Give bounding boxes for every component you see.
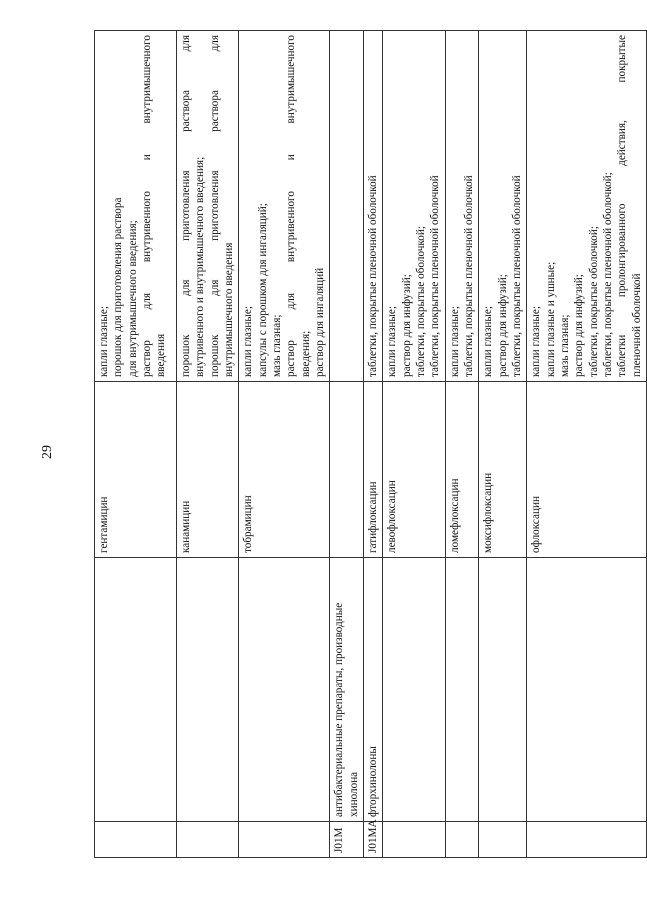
dosage-form-line: пленочной оболочкой bbox=[630, 273, 643, 377]
page-number-text: 29 bbox=[40, 445, 55, 459]
dosage-form-line: мазь глазная; bbox=[270, 314, 283, 377]
atc-code-cell bbox=[479, 822, 527, 858]
dosage-form-line: таблетки пролонгированного действия, покрытые bbox=[616, 35, 629, 377]
drug-name-cell: гатифлоксацин bbox=[363, 382, 382, 558]
group-cell: антибактериальные препараты, производные хинолона bbox=[330, 558, 364, 822]
dosage-form-line: капли глазные; bbox=[386, 305, 399, 377]
dosage-form-line: порошок для приготовления раствора для bbox=[180, 35, 192, 377]
dosage-form-line: таблетки, покрытые пленочной оболочкой bbox=[429, 175, 442, 377]
atc-code-cell bbox=[95, 822, 177, 858]
group-cell bbox=[527, 558, 647, 822]
dosage-form-line: капли глазные; bbox=[242, 305, 255, 377]
dosage-form-line: капли глазные и ушные; bbox=[544, 261, 557, 377]
drug-name-cell: гентамицин bbox=[95, 382, 177, 558]
drug-name-cell: офлоксацин bbox=[527, 382, 647, 558]
group-cell: фторхинолоны bbox=[363, 558, 382, 822]
dosage-form-cell bbox=[383, 31, 445, 382]
table-row bbox=[363, 31, 382, 858]
atc-code-cell bbox=[527, 822, 647, 858]
drug-name-cell: канамицин bbox=[177, 382, 239, 558]
dosage-form-line: таблетки, покрытые пленочной оболочкой bbox=[366, 175, 379, 377]
atc-code-cell bbox=[239, 822, 330, 858]
drug-name-cell: левофлоксацин bbox=[383, 382, 445, 558]
atc-code-cell: J01M bbox=[330, 822, 364, 858]
drug-name-cell: тобрамицин bbox=[239, 382, 330, 558]
atc-code-cell bbox=[177, 822, 239, 858]
drug-name-cell bbox=[330, 382, 364, 558]
table-row bbox=[95, 31, 177, 858]
table-row bbox=[527, 31, 647, 858]
atc-code-cell bbox=[383, 822, 445, 858]
dosage-form-line: таблетки, покрытые оболочкой; bbox=[587, 226, 600, 377]
dosage-form-cell bbox=[445, 31, 479, 382]
atc-code-cell: J01MA bbox=[363, 822, 382, 858]
dosage-form-cell bbox=[330, 31, 364, 382]
dosage-form-line: таблетки, покрытые оболочкой; bbox=[414, 226, 427, 377]
atc-code-cell bbox=[445, 822, 479, 858]
dosage-form-line: введения bbox=[155, 333, 168, 377]
dosage-form-cell bbox=[95, 31, 177, 382]
dosage-form-line: для внутримышечного введения; bbox=[126, 220, 139, 377]
dosage-form-line: порошок для приготовления раствора bbox=[112, 197, 125, 377]
group-cell bbox=[383, 558, 445, 822]
group-cell bbox=[239, 558, 330, 822]
dosage-form-cell bbox=[527, 31, 647, 382]
table-row bbox=[330, 31, 364, 858]
table-row bbox=[445, 31, 479, 858]
dosage-form-line: внутривенного и внутримышечного введения; bbox=[194, 156, 207, 377]
table-row bbox=[239, 31, 330, 858]
drug-name-cell: моксифлоксацин bbox=[479, 382, 527, 558]
dosage-form-cell bbox=[177, 31, 239, 382]
table-row bbox=[177, 31, 239, 858]
dosage-form-line: капли глазные; bbox=[482, 305, 495, 377]
group-cell bbox=[479, 558, 527, 822]
dosage-form-line: раствор для инфузий; bbox=[400, 274, 413, 377]
dosage-form-line: раствор для внутривенного и внутримышечного bbox=[140, 35, 153, 377]
table-row bbox=[479, 31, 527, 858]
dosage-form-cell bbox=[239, 31, 330, 382]
drug-table bbox=[94, 30, 647, 858]
dosage-form-line: мазь глазная; bbox=[558, 314, 571, 377]
dosage-form-line: введения; bbox=[299, 330, 312, 377]
dosage-form-line: таблетки, покрытые пленочной оболочкой bbox=[510, 175, 523, 377]
dosage-form-line: внутримышечного введения bbox=[222, 242, 235, 377]
table-row bbox=[383, 31, 445, 858]
dosage-form-line: капли глазные; bbox=[448, 305, 461, 377]
dosage-form-cell bbox=[479, 31, 527, 382]
dosage-form-line: таблетки, покрытые пленочной оболочкой bbox=[462, 175, 475, 377]
group-cell bbox=[445, 558, 479, 822]
drug-table-rotated bbox=[94, 31, 643, 858]
dosage-form-line: порошок для приготовления раствора для bbox=[208, 35, 221, 377]
dosage-form-line: раствор для инфузий; bbox=[573, 274, 586, 377]
dosage-form-line: таблетки, покрытые пленочной оболочкой; bbox=[601, 172, 614, 377]
page-number bbox=[34, 432, 62, 472]
group-cell bbox=[95, 558, 177, 822]
dosage-form-line: капли глазные; bbox=[98, 305, 110, 377]
dosage-form-line: раствор для внутривенного и внутримышечного bbox=[285, 35, 298, 377]
dosage-form-line: раствор для ингаляций bbox=[313, 267, 326, 377]
dosage-form-line: капсулы с порошком для ингаляций; bbox=[256, 203, 269, 377]
group-cell bbox=[177, 558, 239, 822]
dosage-form-cell bbox=[363, 31, 382, 382]
dosage-form-line: раствор для инфузий; bbox=[496, 274, 509, 377]
dosage-form-line: капли глазные; bbox=[530, 305, 543, 377]
drug-name-cell: ломефлоксацин bbox=[445, 382, 479, 558]
